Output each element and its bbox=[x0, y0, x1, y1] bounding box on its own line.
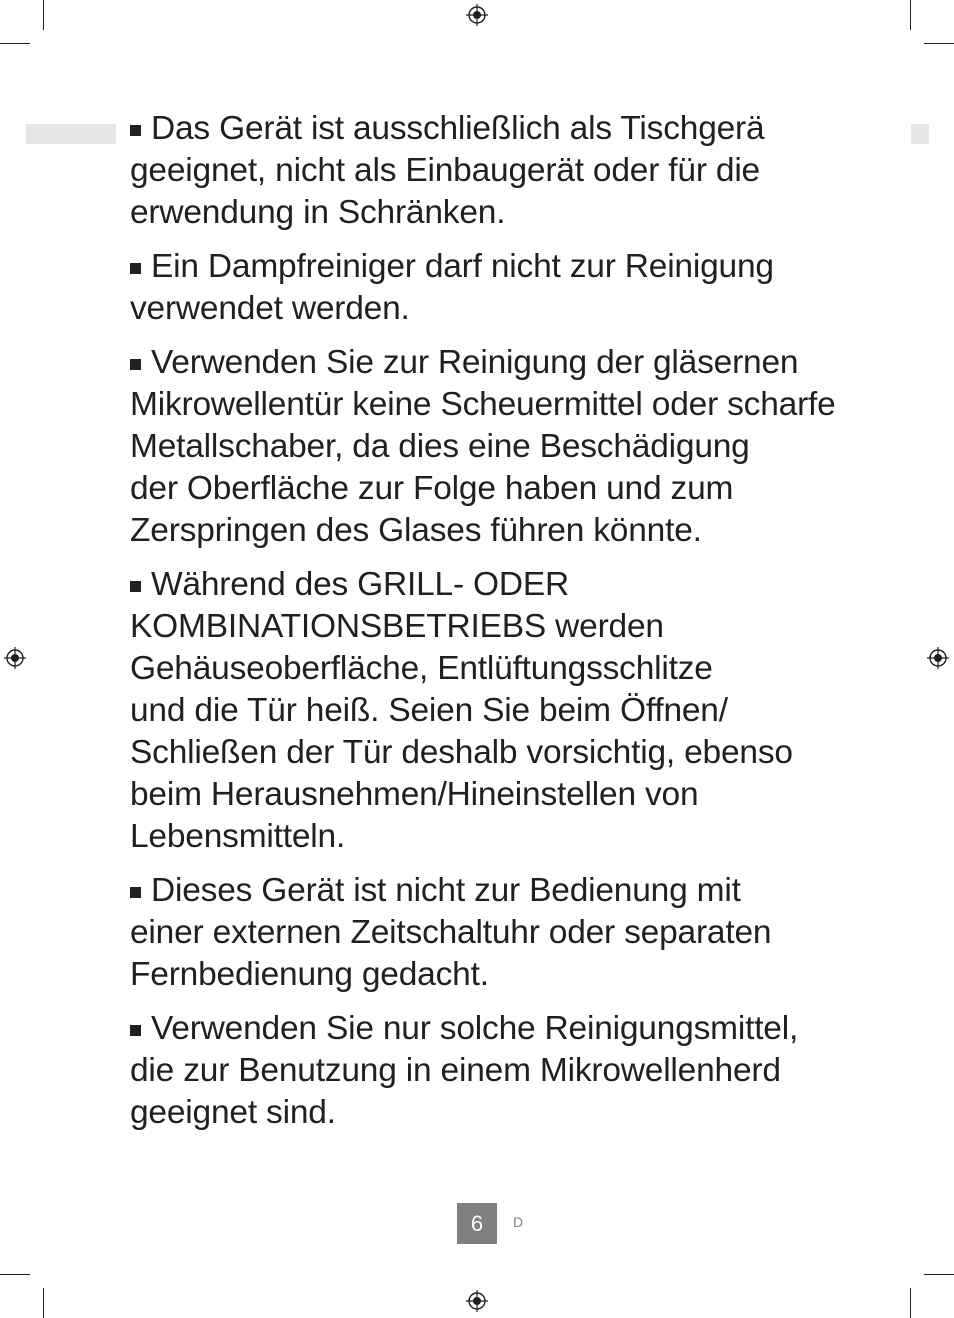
crop-mark-top-right-horizontal bbox=[924, 43, 954, 44]
paragraph-grill-heat bbox=[130, 564, 890, 858]
text-line: Während des GRILL- ODER bbox=[151, 566, 570, 603]
side-tab-bar-right bbox=[911, 124, 929, 144]
text-line: einer externen Zeitschaltuhr oder separaten bbox=[130, 914, 772, 951]
text-line: Ein Dampfreiniger darf nicht zur Reinigung bbox=[151, 248, 774, 285]
registration-mark-icon bbox=[927, 647, 949, 669]
bullet-icon bbox=[130, 263, 141, 274]
text-line: die zur Benutzung in einem Mikrowellenherd bbox=[130, 1052, 781, 1089]
crop-mark-bottom-left-horizontal bbox=[0, 1274, 30, 1275]
text-line: Verwenden Sie zur Reinigung der gläsernen bbox=[151, 344, 799, 381]
bullet-icon bbox=[130, 359, 141, 370]
crop-mark-bottom-right-vertical bbox=[910, 1288, 911, 1318]
text-line: Schließen der Tür deshalb vorsichtig, ebenso bbox=[130, 734, 793, 771]
crop-mark-top-left-vertical bbox=[43, 0, 44, 30]
page-number: 6 bbox=[457, 1203, 497, 1244]
side-tab-bar-left bbox=[26, 124, 116, 144]
paragraph-cleaning-agents bbox=[130, 1008, 890, 1134]
text-line: der Oberfläche zur Folge haben und zum bbox=[130, 470, 734, 507]
text-line: KOMBINATIONSBETRIEBS werden bbox=[130, 608, 664, 645]
text-line: geeignet, nicht als Einbaugerät oder für die bbox=[130, 152, 760, 189]
crop-mark-bottom-right-horizontal bbox=[924, 1274, 954, 1275]
bullet-icon bbox=[130, 125, 141, 136]
paragraph-glass-door bbox=[130, 342, 890, 552]
paragraph-tabletop bbox=[130, 108, 890, 234]
text-line: Verwenden Sie nur solche Reinigungsmittel, bbox=[151, 1010, 799, 1047]
text-line: Lebensmitteln. bbox=[130, 818, 346, 855]
text-line: Gehäuseoberfläche, Entlüftungsschlitze bbox=[130, 650, 713, 687]
text-line: Zerspringen des Glases führen könnte. bbox=[130, 512, 702, 549]
text-line: Mikrowellentür keine Scheuermittel oder scharfe bbox=[130, 386, 836, 423]
text-line: beim Herausnehmen/Hineinstellen von bbox=[130, 776, 699, 813]
safety-instructions bbox=[130, 108, 890, 1146]
crop-mark-bottom-left-vertical bbox=[43, 1288, 44, 1318]
text-line: und die Tür heiß. Seien Sie beim Öffnen/ bbox=[130, 692, 728, 729]
text-line: verwendet werden. bbox=[130, 290, 410, 327]
text-line: Dieses Gerät ist nicht zur Bedienung mit bbox=[151, 872, 741, 909]
bullet-icon bbox=[130, 887, 141, 898]
registration-mark-icon bbox=[466, 1290, 488, 1312]
registration-mark-icon bbox=[466, 4, 488, 26]
crop-mark-top-left-horizontal bbox=[0, 43, 30, 44]
paragraph-steam-cleaner bbox=[130, 246, 890, 330]
text-line: Metallschaber, da dies eine Beschädigung bbox=[130, 428, 750, 465]
text-line: Das Gerät ist ausschließlich als Tischgerä bbox=[151, 110, 765, 147]
registration-mark-icon bbox=[4, 647, 26, 669]
paragraph-timer bbox=[130, 870, 890, 996]
language-code: D bbox=[513, 1214, 524, 1230]
bullet-icon bbox=[130, 581, 141, 592]
crop-mark-top-right-vertical bbox=[910, 0, 911, 30]
text-line: geeignet sind. bbox=[130, 1094, 336, 1131]
bullet-icon bbox=[130, 1025, 141, 1036]
text-line: Fernbedienung gedacht. bbox=[130, 956, 489, 993]
text-line: erwendung in Schränken. bbox=[130, 194, 506, 231]
